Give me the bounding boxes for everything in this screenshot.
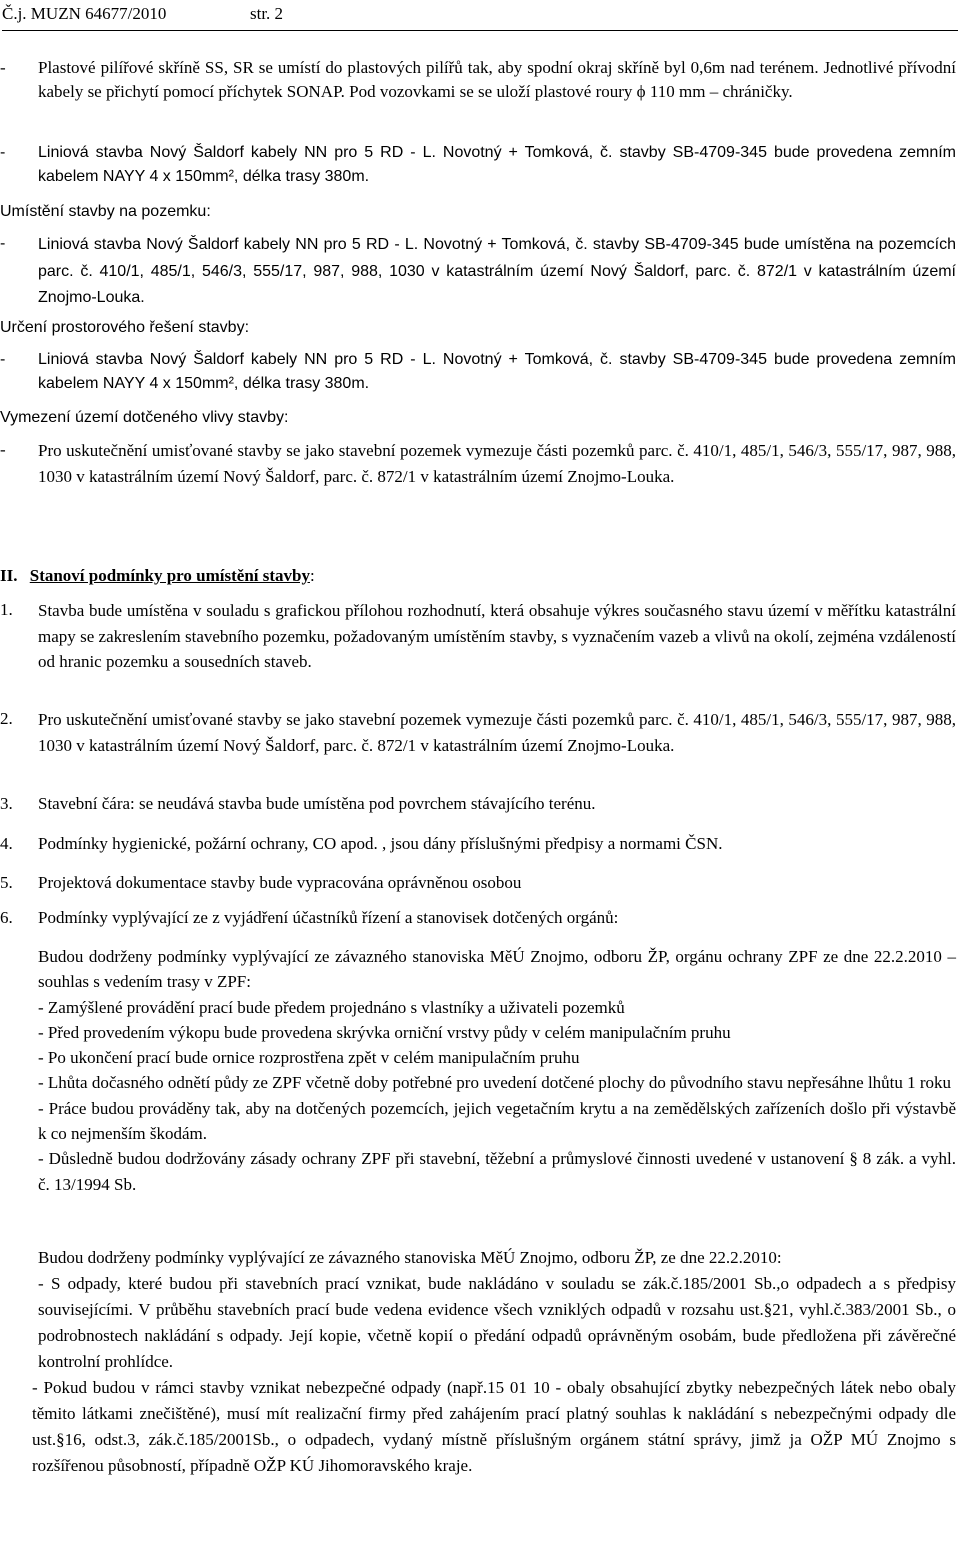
dash-marker: - [0, 440, 6, 459]
urceni-text: Liniová stavba Nový Šaldorf kabely NN pro 5 RD - L. Novotný + Tomková, č. stavby SB-4709-345 bude provedena zemním kabelem NAYY 4 x 150mm², délka trasy 380m. [38, 351, 956, 393]
vymezeni-item [0, 438, 956, 490]
section-2-heading [0, 564, 956, 588]
condition-5 [0, 871, 956, 895]
zpf-line: - Práce budou prováděny tak, aby na dotčených pozemcích, jejich vegetačním krytu a na zemědělských zařízeních došlo při výstavbě k co nejmenším škodám. [38, 1098, 956, 1144]
dash-marker: - [0, 235, 6, 252]
zpf-conditions-1 [38, 944, 956, 1197]
header-divider [2, 30, 958, 31]
zpf2-intro: Budou dodrženy podmínky vyplývající ze závazného stanoviska MěÚ Znojmo, odboru ŽP, ze dne 22.2.2010: [38, 1248, 782, 1267]
zpf-intro: Budou dodrženy podmínky vyplývající ze závazného stanoviska MěÚ Znojmo, odboru ŽP, orgánu ochrany ZPF ze dne 22.2.2010 – souhlas s vedením trasy v ZPF: [38, 947, 956, 992]
zpf-line: - Po ukončení prací bude ornice rozprostřena zpět v celém manipulačním pruhu [38, 1048, 580, 1068]
urceni-item [0, 348, 956, 397]
section-colon: : [310, 566, 315, 585]
zpf-conditions-2 [32, 1245, 956, 1479]
dash-marker: - [0, 351, 6, 368]
vymezeni-heading: Vymezení území dotčeného vlivy stavby: [0, 409, 289, 426]
condition-number: 4. [0, 834, 13, 853]
condition-text: Pro uskutečnění umisťované stavby se jako stavební pozemek vymezuje části pozemků parc. č. 410/1, 485/1, 546/3, 555/17, 987, 988, 1030 v katastrálním území Nový Šaldorf, parc. č. 872/1 v katastrálním území Znojmo-Louka. [38, 710, 956, 755]
condition-number: 1. [0, 600, 13, 619]
condition-number: 3. [0, 794, 13, 813]
umisteni-item [0, 232, 956, 312]
zpf-line: - Zamýšlené provádění prací bude předem projednáno s vlastníky a uživateli pozemků [38, 997, 625, 1017]
intro-text-2: Liniová stavba Nový Šaldorf kabely NN pro 5 RD - L. Novotný + Tomková, č. stavby SB-4709-345 bude provedena zemním kabelem NAYY 4 x 150mm², délka trasy 380m. [38, 144, 956, 186]
umisteni-text: Liniová stavba Nový Šaldorf kabely NN pro 5 RD - L. Novotný + Tomková, č. stavby SB-4709-345 bude umístěna na pozemcích parc. č. 410/1, 485/1, 546/3, 555/17, 987, 988, 1030 v katastrálním území Nový Šaldorf, parc. č. 872/1 v katastrálním území Znojmo-Louka. [38, 236, 956, 306]
dash-marker: - [0, 144, 6, 161]
intro-item-1 [0, 56, 956, 105]
condition-3 [0, 792, 956, 816]
section-numeral: II. [0, 566, 18, 585]
zpf-line: - Lhůta dočasného odnětí půdy ze ZPF včetně doby potřebné pro uvedení dotčené plochy do původního stavu nepřesáhne lhůtu 1 roku [38, 1073, 952, 1093]
condition-text: Podmínky vyplývající ze z vyjádření účastníků řízení a stanovisek dotčených orgánů: [38, 908, 619, 927]
condition-1 [0, 598, 956, 675]
page-number: str. 2 [250, 4, 284, 23]
vymezeni-text: Pro uskutečnění umisťované stavby se jako stavební pozemek vymezuje části pozemků parc. č. 410/1, 485/1, 546/3, 555/17, 987, 988, 1030 v katastrálním území Nový Šaldorf, parc. č. 872/1 v katastrálním území Znojmo-Louka. [38, 441, 956, 486]
zpf-line: - Důsledně budou dodržovány zásady ochrany ZPF při stavební, těžební a průmyslové činnosti uvedené v ustanovení § 8 zák. a vyhl. č. 13/1994 Sb. [38, 1149, 956, 1194]
urceni-heading: Určení prostorového řešení stavby: [0, 319, 250, 336]
dash-marker: - [0, 58, 6, 77]
zpf2-line: - Pokud budou v rámci stavby vznikat nebezpečné odpady (např.15 01 10 - obaly obsahující zbytky nebezpečných látek nebo obaly těmito látkami znečištěné), musí mít realizační firmy před zahájením prací platný souhlas k nakládání s nebezpečnými odpady dle ust.§16, odst.3, zák.č.185/2001Sb., o odpadech, vydaný místně příslušným orgánem státní správy, jimž ja OŽP MÚ Znojmo s rozšířenou působností, případně OŽP KÚ Jihomoravského kraje. [32, 1378, 956, 1475]
section-title: Stanoví podmínky pro umístění stavby [29, 566, 310, 585]
zpf2-line: - S odpady, které budou při stavebních prací vznikat, bude nakládáno v souladu se zák.č.185/2001 Sb.,o odpadech a s předpisy souvisejícími. V průběhu stavebních prací bude vedena evidence všech vzniklých odpadů v rozsahu ust.§21, vyhl.č.383/2001 Sb., o podrobnostech nakládání s odpady. Její kopie, včetně kopií o předání odpadů oprávněným osobám, bude předložena při závěrečné kontrolní prohlídce. [38, 1274, 956, 1371]
condition-4 [0, 832, 956, 856]
intro-item-2 [0, 141, 956, 190]
condition-number: 2. [0, 709, 13, 728]
condition-number: 6. [0, 908, 13, 927]
condition-text: Stavba bude umístěna v souladu s grafickou přílohou rozhodnutí, která obsahuje výkres současného stavu území v měřítku katastrální mapy se zakreslením stavebního pozemku, požadovaným umístěním stavby, s vyznačením vazeb a vlivů na okolí, zejména vzdáleností od hranic pozemku a sousedních staveb. [38, 601, 956, 671]
condition-text: Projektová dokumentace stavby bude vypracována oprávněnou osobou [38, 873, 522, 892]
condition-6 [0, 906, 956, 930]
zpf-line: - Před provedením výkopu bude provedena skrývka orniční vrstvy půdy v celém manipulačním pruhu [38, 1022, 731, 1042]
reference-number: Č.j. MUZN 64677/2010 [2, 4, 167, 23]
condition-2 [0, 707, 956, 759]
condition-text: Stavební čára: se neudává stavba bude umístěna pod povrchem stávajícího terénu. [38, 794, 596, 813]
intro-text-1: Plastové pilířové skříně SS, SR se umístí do plastových pilířů tak, aby spodní okraj skříně byl 0,6m nad terénem. Jednotlivé přívodní kabely se přichytí pomocí příchytek SONAP. Pod vozovkami se se uloží plastové roury ϕ 110 mm – chráničky. [38, 58, 956, 102]
condition-number: 5. [0, 873, 13, 892]
umisteni-heading: Umístění stavby na pozemku: [0, 203, 211, 220]
condition-text: Podmínky hygienické, požární ochrany, CO apod. , jsou dány příslušnými předpisy a normami ČSN. [38, 834, 723, 853]
page-header [2, 2, 942, 26]
